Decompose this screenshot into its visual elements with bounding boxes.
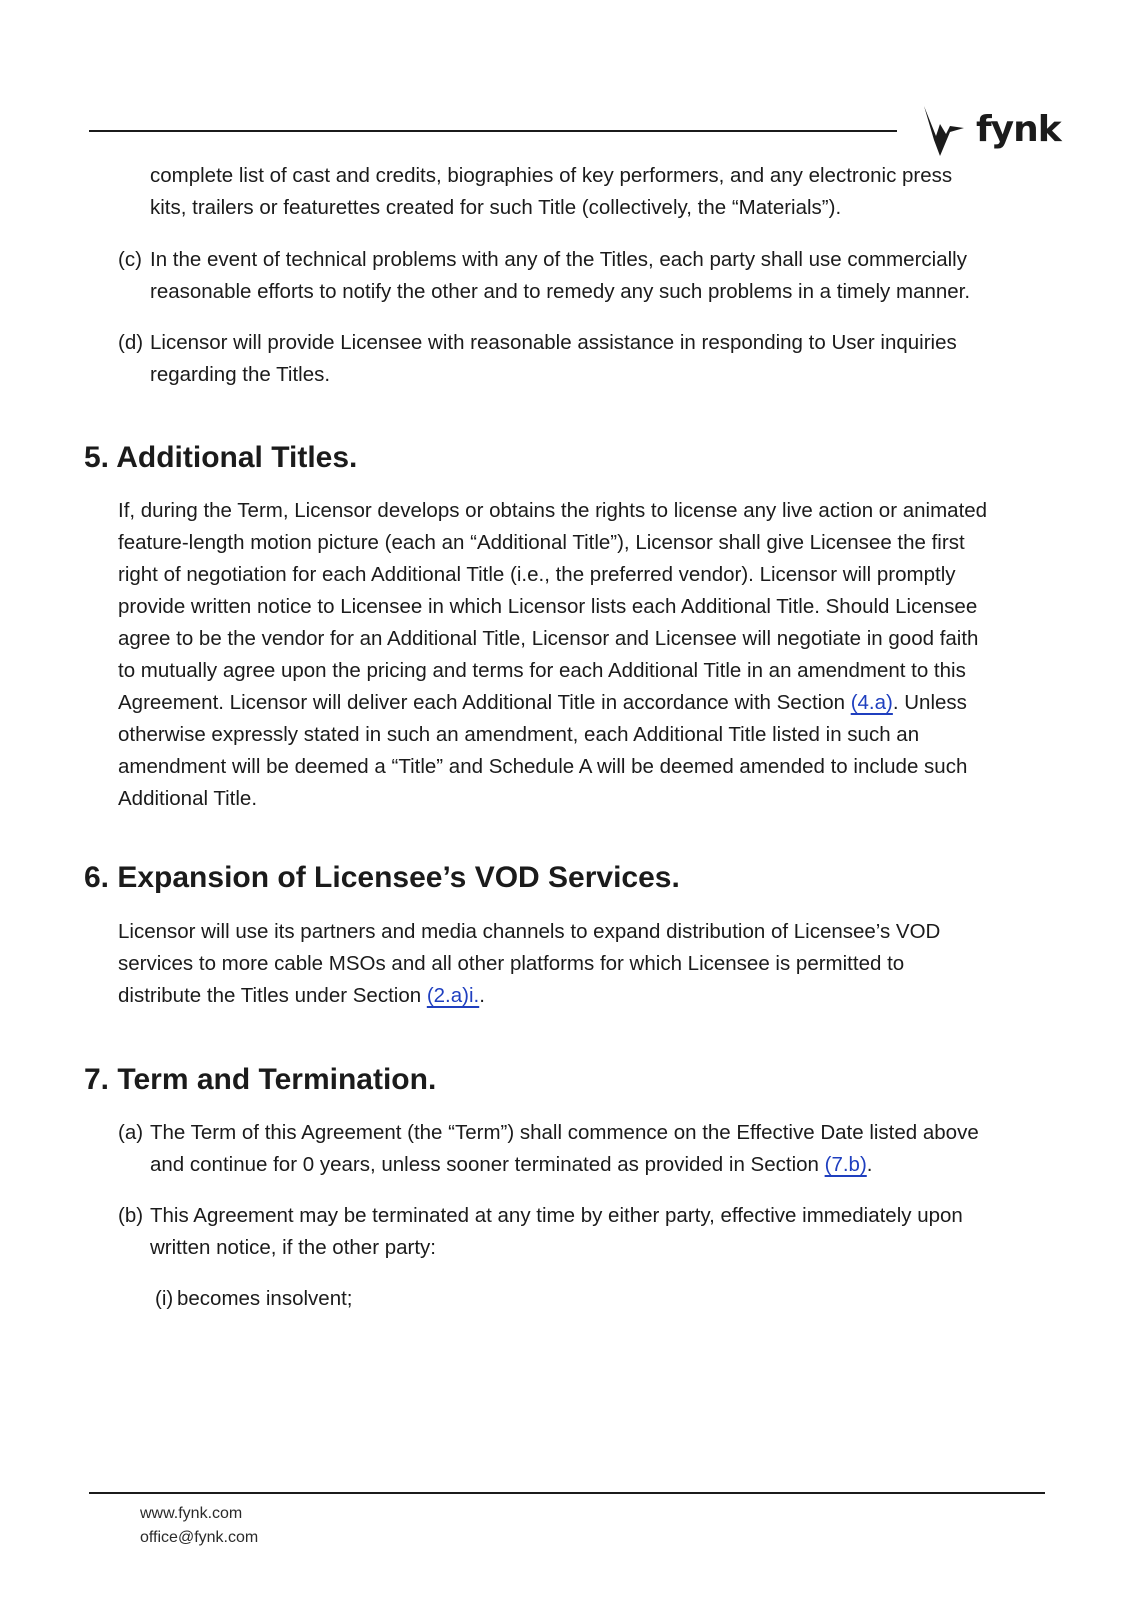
item-line: becomes insolvent; <box>177 1287 353 1310</box>
item-line: regarding the Titles. <box>150 363 331 386</box>
footer-email[interactable]: office@fynk.com <box>140 1529 259 1546</box>
item-line: written notice, if the other party: <box>150 1236 436 1259</box>
paragraph-line: Additional Title. <box>118 787 258 810</box>
section-heading-5: 5. Additional Titles. <box>84 441 358 474</box>
footer <box>140 1502 258 1550</box>
item-line: In the event of technical problems with any of the Titles, each party shall use commercially <box>150 248 967 271</box>
text-span: Agreement. Licensor will deliver each Additional Title in accordance with Section <box>118 691 851 714</box>
paragraph-line <box>118 687 967 719</box>
item-line: The Term of this Agreement (the “Term”) shall commence on the Effective Date listed above <box>150 1121 979 1144</box>
item-label: (c) <box>118 248 142 271</box>
section-link-4a[interactable]: (4.a) <box>850 691 893 714</box>
text-span: and continue for 0 years, unless sooner terminated as provided in Section <box>150 1153 825 1176</box>
paragraph-line: to mutually agree upon the pricing and terms for each Additional Title in an amendment to this <box>118 659 966 682</box>
paragraph-line <box>118 980 485 1012</box>
text-span: distribute the Titles under Section <box>118 984 427 1007</box>
item-line: This Agreement may be terminated at any time by either party, effective immediately upon <box>150 1204 963 1227</box>
text-span: . <box>479 984 485 1007</box>
footer-divider <box>89 1492 1045 1494</box>
header-divider <box>89 130 897 132</box>
fynk-logo <box>920 104 1061 156</box>
section-link-2ai[interactable]: (2.a)i. <box>426 984 480 1007</box>
text-span: . <box>866 1153 873 1176</box>
item-line <box>150 1149 872 1181</box>
item-line: reasonable efforts to notify the other and to remedy any such problems in a timely manner. <box>150 280 971 303</box>
list-item-d <box>118 327 1098 393</box>
item-line: Licensor will provide Licensee with reasonable assistance in responding to User inquiries <box>150 331 957 354</box>
logo-text: fynk <box>976 109 1061 150</box>
list-item-b <box>118 1200 1108 1266</box>
section-heading-7: 7. Term and Termination. <box>84 1063 437 1096</box>
item-label: (d) <box>118 331 144 354</box>
paragraph-line: feature-length motion picture (each an “Additional Title”), Licensor shall give Licensee the first <box>118 531 965 554</box>
paragraph-line: right of negotiation for each Additional Title (i.e., the preferred vendor). Licensor will promptly <box>118 563 956 586</box>
intro-line: kits, trailers or featurettes created for such Title (collectively, the “Materials”). <box>150 196 842 219</box>
paragraph-line: otherwise expressly stated in such an amendment, each Additional Title listed in such an <box>118 723 920 746</box>
bird-logo-icon <box>920 106 972 156</box>
footer-website[interactable]: www.fynk.com <box>140 1505 243 1522</box>
item-label: (i) <box>155 1287 174 1310</box>
paragraph-line: provide written notice to Licensee in which Licensor lists each Additional Title. Should Licensee <box>118 595 978 618</box>
list-item-a <box>118 1117 1108 1183</box>
sub-item-i <box>155 1283 555 1317</box>
list-item-c <box>118 244 1098 310</box>
paragraph-line: If, during the Term, Licensor develops or obtains the rights to license any live action or animated <box>118 499 988 522</box>
paragraph-line: amendment will be deemed a “Title” and Schedule A will be deemed amended to include such <box>118 755 968 778</box>
item-label: (b) <box>118 1204 144 1227</box>
text-span: . Unless <box>892 691 967 714</box>
intro-line: complete list of cast and credits, biographies of key performers, and any electronic press <box>150 164 953 187</box>
paragraph-line: agree to be the vendor for an Additional Title, Licensor and Licensee will negotiate in good faith <box>118 627 979 650</box>
section-heading-6: 6. Expansion of Licensee’s VOD Services. <box>84 861 680 894</box>
paragraph-line: services to more cable MSOs and all other platforms for which Licensee is permitted to <box>118 952 905 975</box>
paragraph-line: Licensor will use its partners and media channels to expand distribution of Licensee’s VOD <box>118 920 941 943</box>
item-label: (a) <box>118 1121 144 1144</box>
section-link-7b[interactable]: (7.b) <box>824 1153 867 1176</box>
